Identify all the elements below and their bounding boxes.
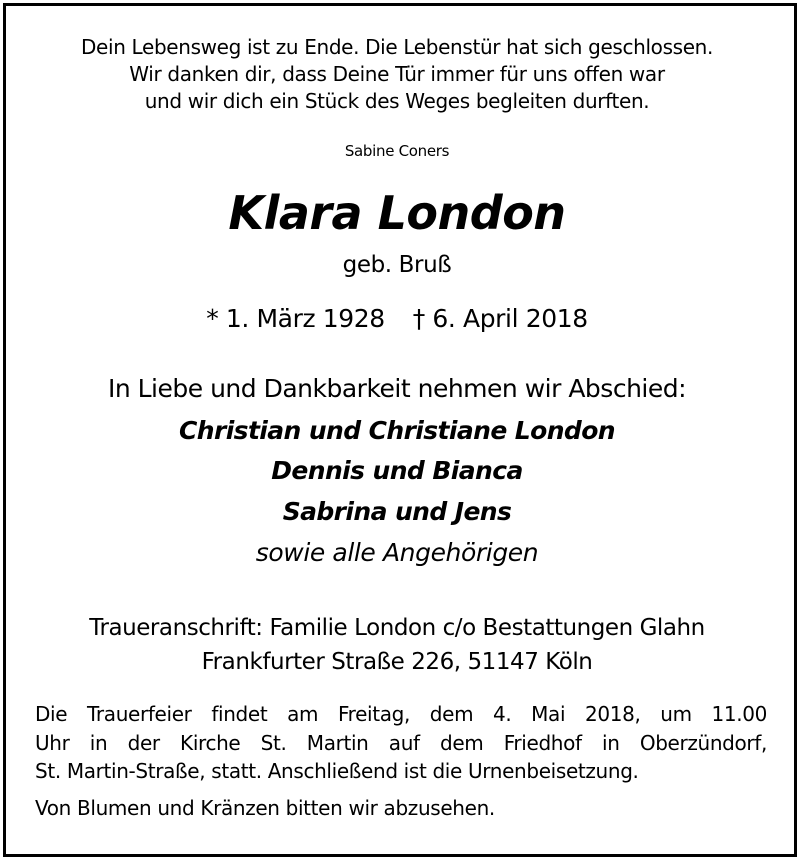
relatives-note: sowie alle Angehörigen <box>255 538 539 567</box>
poem-line: Wir danken dir, dass Deine Tür immer für uns offen war <box>129 62 665 86</box>
death-date: † 6. April 2018 <box>412 304 588 333</box>
ceremony-line: St. Martin-Straße, statt. Anschließend ist die Urnenbeisetzung. <box>35 759 639 783</box>
flowers-note: Von Blumen und Kränzen bitten wir abzusehen. <box>35 796 495 820</box>
poem-line: Dein Lebensweg ist zu Ende. Die Lebenstür hat sich geschlossen. <box>81 35 713 59</box>
mourning-address-line: Traueranschrift: Familie London c/o Bestattungen Glahn <box>89 615 705 641</box>
maiden-name: geb. Bruß <box>342 252 452 278</box>
deceased-name: Klara London <box>228 186 566 240</box>
birth-date: * 1. März 1928 <box>206 304 385 333</box>
farewell-statement: In Liebe und Dankbarkeit nehmen wir Abschied: <box>107 374 687 403</box>
mourner-name: Christian und Christiane London <box>179 416 615 445</box>
mourning-address-line: Frankfurter Straße 226, 51147 Köln <box>201 649 593 675</box>
life-dates <box>0 303 794 335</box>
memorial-poem <box>0 34 794 115</box>
mourner-name: Sabrina und Jens <box>282 497 512 526</box>
poem-line: und wir dich ein Stück des Weges begleiten durften. <box>144 89 650 113</box>
ceremony-details <box>35 700 767 786</box>
poem-author: Sabine Coners <box>344 142 450 160</box>
mourner-name: Dennis und Bianca <box>271 456 523 485</box>
ceremony-line: Uhr in der Kirche St. Martin auf dem Friedhof in Oberzündorf, <box>35 730 767 755</box>
ceremony-line: Die Trauerfeier findet am Freitag, dem 4. Mai 2018, um 11.00 <box>35 702 767 726</box>
